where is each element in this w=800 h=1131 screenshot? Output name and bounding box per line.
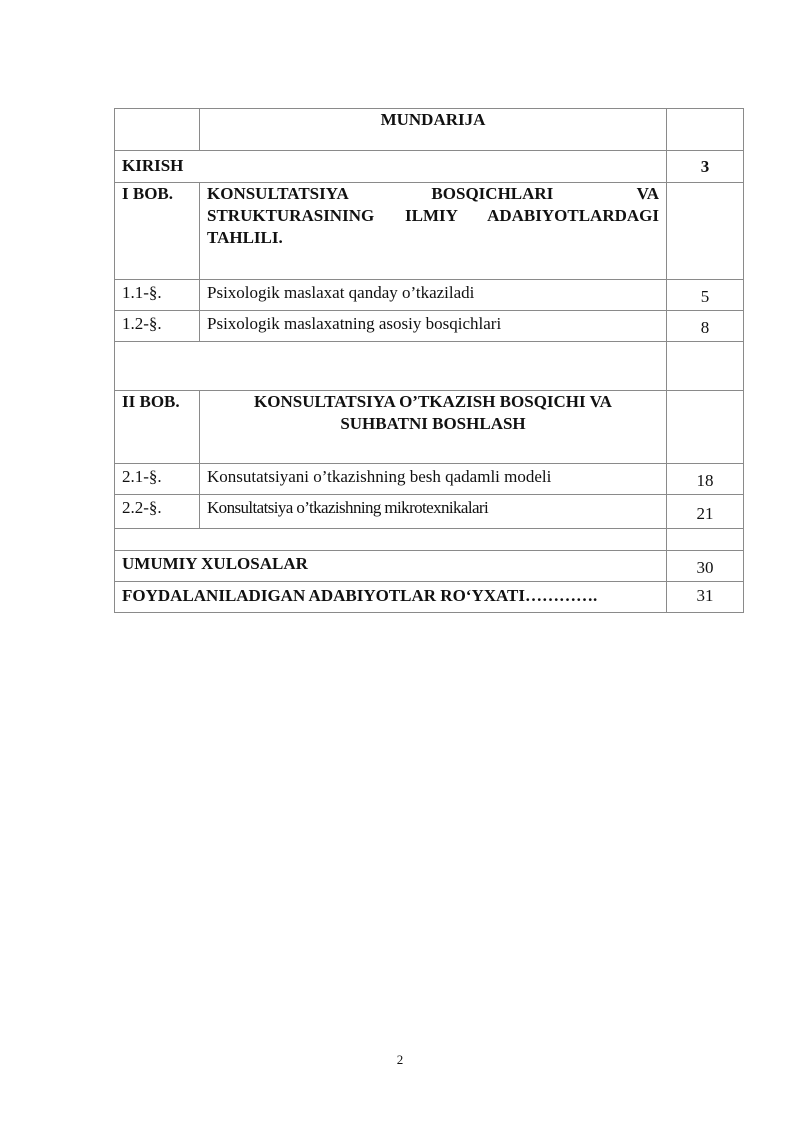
chapter1-label: I BOB.: [115, 183, 200, 280]
section-title: Konsultatsiya o’tkazishning mikrotexnikalari: [200, 495, 667, 529]
toc-row-intro: [115, 151, 744, 183]
section-title: Psixologik maslaxat qanday o’tkaziladi: [200, 280, 667, 311]
toc-row-chapter1: [115, 183, 744, 280]
toc-row-section: [115, 464, 744, 495]
section-label: 1.2-§.: [115, 311, 200, 342]
table-of-contents: [114, 108, 744, 613]
references-page: 31: [667, 582, 744, 613]
references-label: FOYDALANILADIGAN ADABIYOTLAR RO‘YXATI………….: [115, 582, 667, 613]
section-label: 1.1-§.: [115, 280, 200, 311]
toc-row-section: [115, 280, 744, 311]
chapter2-title: KONSULTATSIYA O’TKAZISH BOSQICHI VA SUHBATNI BOSHLASH: [200, 391, 667, 464]
conclusions-page: 30: [667, 551, 744, 582]
toc-title: MUNDARIJA: [200, 109, 667, 151]
chapter2-label: II BOB.: [115, 391, 200, 464]
chapter1-title: KONSULTATSIYA BOSQICHLARI VA STRUKTURASINING ILMIY ADABIYOTLARDAGI TAHLILI.: [200, 183, 667, 280]
toc-row-spacer: [115, 342, 744, 391]
toc-title-row: [115, 109, 744, 151]
section-page: 5: [667, 280, 744, 311]
intro-label: KIRISH: [115, 151, 667, 183]
section-label: 2.2-§.: [115, 495, 200, 529]
toc-row-references: [115, 582, 744, 613]
toc-row-spacer: [115, 529, 744, 551]
toc-row-section: [115, 311, 744, 342]
section-label: 2.1-§.: [115, 464, 200, 495]
toc-row-conclusions: [115, 551, 744, 582]
intro-page: 3: [667, 151, 744, 183]
section-page: 21: [667, 495, 744, 529]
toc-row-section: [115, 495, 744, 529]
section-page: 18: [667, 464, 744, 495]
page-number: 2: [396, 1052, 404, 1067]
section-page: 8: [667, 311, 744, 342]
toc-row-chapter2: [115, 391, 744, 464]
section-title: Konsutatsiyani o’tkazishning besh qadamli modeli: [200, 464, 667, 495]
conclusions-label: UMUMIY XULOSALAR: [115, 551, 667, 582]
section-title: Psixologik maslaxatning asosiy bosqichlari: [200, 311, 667, 342]
